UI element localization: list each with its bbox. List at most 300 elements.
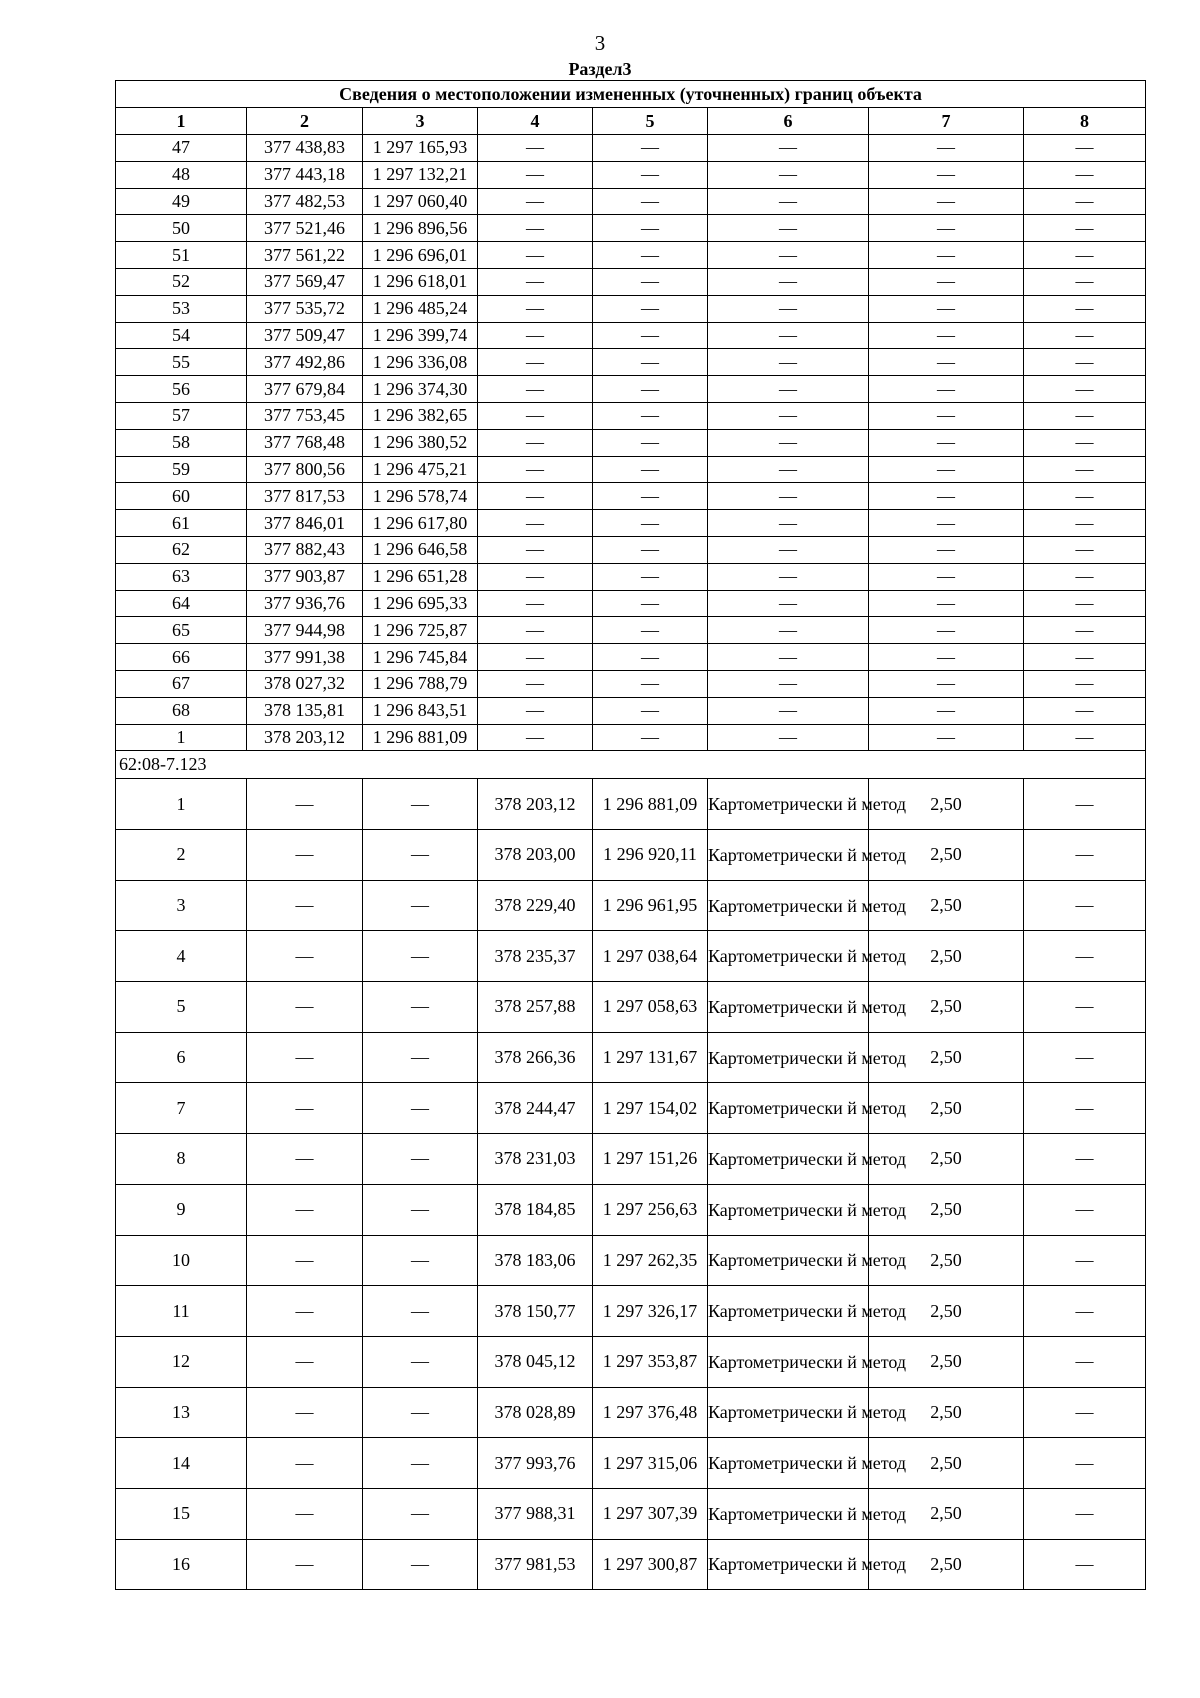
cell-old-y: 1 297 165,93 xyxy=(363,135,478,162)
cell-point-number: 9 xyxy=(116,1184,247,1235)
cell-accuracy: — xyxy=(869,670,1024,697)
cell-old-x: — xyxy=(247,982,363,1033)
cell-method: Картометрически й метод xyxy=(708,1336,869,1387)
cell-old-x: 377 679,84 xyxy=(247,376,363,403)
table-row xyxy=(116,1032,1146,1083)
cell-old-x: — xyxy=(247,1032,363,1083)
cell-new-x: 378 183,06 xyxy=(478,1235,593,1286)
cell-new-x: 377 993,76 xyxy=(478,1438,593,1489)
table-row xyxy=(116,402,1146,429)
cell-new-y: — xyxy=(593,590,708,617)
cell-point-number: 55 xyxy=(116,349,247,376)
cell-note: — xyxy=(1024,880,1146,931)
cell-new-y: — xyxy=(593,483,708,510)
cell-old-x: 377 482,53 xyxy=(247,188,363,215)
cell-old-y: 1 296 843,51 xyxy=(363,697,478,724)
table-row xyxy=(116,1438,1146,1489)
cell-new-x: 377 988,31 xyxy=(478,1488,593,1539)
cell-note: — xyxy=(1024,536,1146,563)
cell-point-number: 58 xyxy=(116,429,247,456)
cell-new-y: — xyxy=(593,161,708,188)
cell-new-x: — xyxy=(478,483,593,510)
cell-new-y: — xyxy=(593,135,708,162)
cell-note: — xyxy=(1024,242,1146,269)
cell-old-x: 377 535,72 xyxy=(247,295,363,322)
cell-point-number: 62 xyxy=(116,536,247,563)
cell-new-y: 1 296 881,09 xyxy=(593,779,708,830)
cell-old-x: 377 521,46 xyxy=(247,215,363,242)
table-row xyxy=(116,697,1146,724)
cell-new-y: — xyxy=(593,563,708,590)
cell-new-x: 378 229,40 xyxy=(478,880,593,931)
cell-accuracy: 2,50 xyxy=(869,1336,1024,1387)
cell-old-y: 1 296 696,01 xyxy=(363,242,478,269)
column-header: 5 xyxy=(593,108,708,135)
table-row xyxy=(116,880,1146,931)
cell-new-x: 378 257,88 xyxy=(478,982,593,1033)
table-row xyxy=(116,456,1146,483)
cell-point-number: 3 xyxy=(116,880,247,931)
cell-new-x: 378 150,77 xyxy=(478,1286,593,1337)
cell-old-x: — xyxy=(247,779,363,830)
cell-accuracy: — xyxy=(869,349,1024,376)
column-header-row xyxy=(116,108,1146,135)
cell-new-y: — xyxy=(593,644,708,671)
table-row xyxy=(116,135,1146,162)
cell-note: — xyxy=(1024,644,1146,671)
cell-new-y: — xyxy=(593,268,708,295)
cell-old-x: 377 882,43 xyxy=(247,536,363,563)
cell-old-x: 377 817,53 xyxy=(247,483,363,510)
cell-accuracy: — xyxy=(869,617,1024,644)
cell-point-number: 50 xyxy=(116,215,247,242)
cell-accuracy: — xyxy=(869,510,1024,537)
cell-accuracy: — xyxy=(869,268,1024,295)
cell-method: — xyxy=(708,349,869,376)
cell-note: — xyxy=(1024,779,1146,830)
cell-point-number: 67 xyxy=(116,670,247,697)
cell-new-y: 1 297 058,63 xyxy=(593,982,708,1033)
boundary-coordinates-table xyxy=(115,80,1146,1590)
cell-new-y: — xyxy=(593,617,708,644)
cell-point-number: 1 xyxy=(116,779,247,830)
cell-method: — xyxy=(708,135,869,162)
cell-old-y: — xyxy=(363,1235,478,1286)
cell-new-y: — xyxy=(593,322,708,349)
cell-old-x: 377 569,47 xyxy=(247,268,363,295)
cell-new-x: — xyxy=(478,376,593,403)
cell-new-x: — xyxy=(478,617,593,644)
cell-method: Картометрически й метод xyxy=(708,982,869,1033)
cell-new-y: — xyxy=(593,456,708,483)
cell-new-x: 378 184,85 xyxy=(478,1184,593,1235)
cell-point-number: 48 xyxy=(116,161,247,188)
cell-accuracy: 2,50 xyxy=(869,931,1024,982)
table-row xyxy=(116,510,1146,537)
column-header: 2 xyxy=(247,108,363,135)
cell-new-y: 1 297 307,39 xyxy=(593,1488,708,1539)
table-row xyxy=(116,931,1146,982)
cell-note: — xyxy=(1024,563,1146,590)
cell-note: — xyxy=(1024,188,1146,215)
cell-note: — xyxy=(1024,617,1146,644)
cell-note: — xyxy=(1024,590,1146,617)
cell-accuracy: 2,50 xyxy=(869,779,1024,830)
cell-note: — xyxy=(1024,724,1146,751)
cell-new-y: 1 297 131,67 xyxy=(593,1032,708,1083)
section-title: Раздел3 xyxy=(568,59,632,79)
cell-note: — xyxy=(1024,931,1146,982)
table-row xyxy=(116,1134,1146,1185)
cell-accuracy: — xyxy=(869,242,1024,269)
cell-old-y: — xyxy=(363,1336,478,1387)
cell-new-x: — xyxy=(478,268,593,295)
cell-old-y: — xyxy=(363,1184,478,1235)
cell-method: Картометрически й метод xyxy=(708,779,869,830)
table-row xyxy=(116,483,1146,510)
cell-new-y: — xyxy=(593,724,708,751)
cell-new-y: — xyxy=(593,670,708,697)
cell-note: — xyxy=(1024,456,1146,483)
table-row xyxy=(116,536,1146,563)
cell-accuracy: — xyxy=(869,376,1024,403)
cell-old-x: — xyxy=(247,1539,363,1590)
cell-method: — xyxy=(708,402,869,429)
cell-method: — xyxy=(708,510,869,537)
cell-note: — xyxy=(1024,510,1146,537)
cell-old-x: — xyxy=(247,1286,363,1337)
cell-method: — xyxy=(708,429,869,456)
cell-method: Картометрически й метод xyxy=(708,1083,869,1134)
cell-point-number: 52 xyxy=(116,268,247,295)
table-row xyxy=(116,295,1146,322)
cell-note: — xyxy=(1024,1134,1146,1185)
group-row xyxy=(116,751,1146,779)
cell-method: — xyxy=(708,376,869,403)
cell-new-y: — xyxy=(593,402,708,429)
cell-point-number: 6 xyxy=(116,1032,247,1083)
cell-accuracy: — xyxy=(869,483,1024,510)
table-row xyxy=(116,617,1146,644)
cell-old-y: 1 296 617,80 xyxy=(363,510,478,537)
cell-accuracy: — xyxy=(869,161,1024,188)
table-caption: Сведения о местоположении измененных (уточненных) границ объекта xyxy=(116,81,1146,108)
cell-point-number: 47 xyxy=(116,135,247,162)
cell-method: — xyxy=(708,670,869,697)
cell-method: Картометрически й метод xyxy=(708,1184,869,1235)
cell-point-number: 51 xyxy=(116,242,247,269)
cell-new-y: 1 296 961,95 xyxy=(593,880,708,931)
cell-point-number: 1 xyxy=(116,724,247,751)
cell-old-y: 1 296 651,28 xyxy=(363,563,478,590)
cell-accuracy: 2,50 xyxy=(869,880,1024,931)
cell-old-y: 1 296 382,65 xyxy=(363,402,478,429)
cell-point-number: 10 xyxy=(116,1235,247,1286)
cell-accuracy: — xyxy=(869,563,1024,590)
cell-point-number: 4 xyxy=(116,931,247,982)
cell-note: — xyxy=(1024,268,1146,295)
cell-new-x: — xyxy=(478,402,593,429)
cell-old-y: — xyxy=(363,931,478,982)
cell-method: Картометрически й метод xyxy=(708,1539,869,1590)
cell-note: — xyxy=(1024,322,1146,349)
cell-point-number: 68 xyxy=(116,697,247,724)
table-row xyxy=(116,1184,1146,1235)
cell-note: — xyxy=(1024,1336,1146,1387)
cell-new-y: — xyxy=(593,510,708,537)
cell-note: — xyxy=(1024,1539,1146,1590)
cell-new-y: — xyxy=(593,536,708,563)
cell-old-x: 377 768,48 xyxy=(247,429,363,456)
cell-old-x: 377 846,01 xyxy=(247,510,363,537)
column-header: 7 xyxy=(869,108,1024,135)
cell-method: — xyxy=(708,724,869,751)
cell-accuracy: — xyxy=(869,536,1024,563)
cell-point-number: 54 xyxy=(116,322,247,349)
cell-note: — xyxy=(1024,1235,1146,1286)
table-row xyxy=(116,1387,1146,1438)
cell-accuracy: — xyxy=(869,295,1024,322)
cell-new-x: — xyxy=(478,510,593,537)
cell-accuracy: — xyxy=(869,697,1024,724)
column-header: 4 xyxy=(478,108,593,135)
table-row xyxy=(116,161,1146,188)
cell-note: — xyxy=(1024,483,1146,510)
cell-old-x: — xyxy=(247,1235,363,1286)
cell-method: — xyxy=(708,188,869,215)
cell-point-number: 63 xyxy=(116,563,247,590)
cell-note: — xyxy=(1024,1438,1146,1489)
cell-new-x: — xyxy=(478,188,593,215)
cell-new-x: — xyxy=(478,724,593,751)
table-row xyxy=(116,1488,1146,1539)
cell-old-y: 1 296 399,74 xyxy=(363,322,478,349)
cell-method: — xyxy=(708,322,869,349)
cell-old-y: — xyxy=(363,880,478,931)
cell-note: — xyxy=(1024,830,1146,881)
cell-old-x: 377 753,45 xyxy=(247,402,363,429)
cell-accuracy: 2,50 xyxy=(869,1083,1024,1134)
cell-accuracy: — xyxy=(869,188,1024,215)
cell-new-x: 378 045,12 xyxy=(478,1336,593,1387)
cell-method: Картометрически й метод xyxy=(708,830,869,881)
cell-method: Картометрически й метод xyxy=(708,1032,869,1083)
cell-point-number: 16 xyxy=(116,1539,247,1590)
cell-method: — xyxy=(708,268,869,295)
cell-point-number: 61 xyxy=(116,510,247,537)
cell-note: — xyxy=(1024,135,1146,162)
cell-accuracy: 2,50 xyxy=(869,1134,1024,1185)
column-header: 6 xyxy=(708,108,869,135)
cell-new-x: 378 028,89 xyxy=(478,1387,593,1438)
table-row xyxy=(116,779,1146,830)
cell-accuracy: 2,50 xyxy=(869,1488,1024,1539)
cell-method: — xyxy=(708,563,869,590)
cell-accuracy: 2,50 xyxy=(869,1286,1024,1337)
cell-new-x: — xyxy=(478,697,593,724)
cell-method: Картометрически й метод xyxy=(708,1286,869,1337)
cell-old-y: 1 296 578,74 xyxy=(363,483,478,510)
cell-method: — xyxy=(708,483,869,510)
cell-old-y: 1 296 618,01 xyxy=(363,268,478,295)
cell-method: — xyxy=(708,536,869,563)
cell-point-number: 65 xyxy=(116,617,247,644)
cell-old-y: 1 296 725,87 xyxy=(363,617,478,644)
cell-method: Картометрически й метод xyxy=(708,880,869,931)
table-row xyxy=(116,242,1146,269)
table-row xyxy=(116,349,1146,376)
cell-old-x: 377 991,38 xyxy=(247,644,363,671)
cell-old-y: 1 296 475,21 xyxy=(363,456,478,483)
table-row xyxy=(116,1235,1146,1286)
cell-new-y: 1 297 376,48 xyxy=(593,1387,708,1438)
cell-accuracy: 2,50 xyxy=(869,982,1024,1033)
cell-note: — xyxy=(1024,1488,1146,1539)
cell-old-y: 1 296 896,56 xyxy=(363,215,478,242)
cell-new-x: — xyxy=(478,563,593,590)
cell-accuracy: 2,50 xyxy=(869,1539,1024,1590)
cell-old-x: 377 438,83 xyxy=(247,135,363,162)
table-body xyxy=(116,135,1146,1590)
cell-new-y: 1 297 353,87 xyxy=(593,1336,708,1387)
cell-old-y: 1 297 132,21 xyxy=(363,161,478,188)
table-row xyxy=(116,376,1146,403)
cell-old-x: — xyxy=(247,931,363,982)
cell-point-number: 8 xyxy=(116,1134,247,1185)
cell-method: — xyxy=(708,456,869,483)
cell-point-number: 14 xyxy=(116,1438,247,1489)
cell-method: — xyxy=(708,215,869,242)
cell-old-x: — xyxy=(247,1184,363,1235)
cell-new-y: — xyxy=(593,697,708,724)
cell-old-x: — xyxy=(247,1336,363,1387)
cell-method: Картометрически й метод xyxy=(708,931,869,982)
cell-old-y: 1 296 485,24 xyxy=(363,295,478,322)
cell-new-x: — xyxy=(478,215,593,242)
cell-method: — xyxy=(708,697,869,724)
cell-note: — xyxy=(1024,1286,1146,1337)
cell-old-y: 1 296 380,52 xyxy=(363,429,478,456)
cell-note: — xyxy=(1024,402,1146,429)
cell-method: — xyxy=(708,644,869,671)
table-row xyxy=(116,188,1146,215)
table-row xyxy=(116,590,1146,617)
cell-accuracy: — xyxy=(869,135,1024,162)
cell-old-x: — xyxy=(247,830,363,881)
cell-point-number: 5 xyxy=(116,982,247,1033)
cell-old-y: — xyxy=(363,1539,478,1590)
cell-method: Картометрически й метод xyxy=(708,1387,869,1438)
cell-point-number: 49 xyxy=(116,188,247,215)
cell-old-x: — xyxy=(247,1083,363,1134)
cell-point-number: 2 xyxy=(116,830,247,881)
cell-accuracy: 2,50 xyxy=(869,1438,1024,1489)
cell-new-y: 1 297 256,63 xyxy=(593,1184,708,1235)
cell-note: — xyxy=(1024,295,1146,322)
cell-new-x: 378 231,03 xyxy=(478,1134,593,1185)
cell-old-y: — xyxy=(363,1032,478,1083)
cell-method: Картометрически й метод xyxy=(708,1488,869,1539)
cell-accuracy: 2,50 xyxy=(869,830,1024,881)
cell-old-x: 377 509,47 xyxy=(247,322,363,349)
cell-new-y: 1 297 038,64 xyxy=(593,931,708,982)
cell-note: — xyxy=(1024,1387,1146,1438)
cell-point-number: 64 xyxy=(116,590,247,617)
table-row xyxy=(116,322,1146,349)
cell-method: Картометрически й метод xyxy=(708,1134,869,1185)
cell-old-y: — xyxy=(363,779,478,830)
column-header: 8 xyxy=(1024,108,1146,135)
table-row xyxy=(116,268,1146,295)
cell-new-x: 378 203,12 xyxy=(478,779,593,830)
cell-new-y: — xyxy=(593,188,708,215)
cell-new-y: 1 297 151,26 xyxy=(593,1134,708,1185)
cell-old-y: 1 296 374,30 xyxy=(363,376,478,403)
cell-new-y: 1 297 326,17 xyxy=(593,1286,708,1337)
cell-note: — xyxy=(1024,1184,1146,1235)
cell-note: — xyxy=(1024,349,1146,376)
cell-point-number: 13 xyxy=(116,1387,247,1438)
cell-accuracy: 2,50 xyxy=(869,1387,1024,1438)
cell-old-x: 377 936,76 xyxy=(247,590,363,617)
cell-accuracy: — xyxy=(869,644,1024,671)
cell-old-x: 378 135,81 xyxy=(247,697,363,724)
table-row xyxy=(116,1336,1146,1387)
cell-method: Картометрически й метод xyxy=(708,1438,869,1489)
table-row xyxy=(116,563,1146,590)
cell-old-x: 377 800,56 xyxy=(247,456,363,483)
cell-old-x: — xyxy=(247,880,363,931)
cell-accuracy: — xyxy=(869,322,1024,349)
cell-accuracy: 2,50 xyxy=(869,1184,1024,1235)
cell-note: — xyxy=(1024,1083,1146,1134)
cell-new-y: 1 297 262,35 xyxy=(593,1235,708,1286)
cell-old-y: 1 296 695,33 xyxy=(363,590,478,617)
cell-accuracy: — xyxy=(869,456,1024,483)
cell-note: — xyxy=(1024,429,1146,456)
cell-new-y: — xyxy=(593,295,708,322)
cell-new-x: 377 981,53 xyxy=(478,1539,593,1590)
cell-old-y: 1 296 646,58 xyxy=(363,536,478,563)
cell-old-x: 377 944,98 xyxy=(247,617,363,644)
cell-note: — xyxy=(1024,215,1146,242)
cell-new-x: — xyxy=(478,161,593,188)
table-row xyxy=(116,429,1146,456)
cell-accuracy: 2,50 xyxy=(869,1032,1024,1083)
cell-new-y: 1 296 920,11 xyxy=(593,830,708,881)
cell-point-number: 59 xyxy=(116,456,247,483)
cell-old-x: 377 561,22 xyxy=(247,242,363,269)
cell-old-y: 1 296 336,08 xyxy=(363,349,478,376)
cell-method: — xyxy=(708,295,869,322)
cell-accuracy: — xyxy=(869,402,1024,429)
cell-accuracy: — xyxy=(869,215,1024,242)
table-row xyxy=(116,1539,1146,1590)
cell-old-x: — xyxy=(247,1438,363,1489)
table-row xyxy=(116,724,1146,751)
column-header: 3 xyxy=(363,108,478,135)
cell-old-y: — xyxy=(363,1083,478,1134)
cell-old-x: 377 443,18 xyxy=(247,161,363,188)
table-row xyxy=(116,644,1146,671)
cell-method: Картометрически й метод xyxy=(708,1235,869,1286)
cell-old-y: — xyxy=(363,1387,478,1438)
cell-new-y: 1 297 315,06 xyxy=(593,1438,708,1489)
cell-new-x: 378 244,47 xyxy=(478,1083,593,1134)
cell-new-x: — xyxy=(478,429,593,456)
table-row xyxy=(116,670,1146,697)
cell-method: — xyxy=(708,161,869,188)
